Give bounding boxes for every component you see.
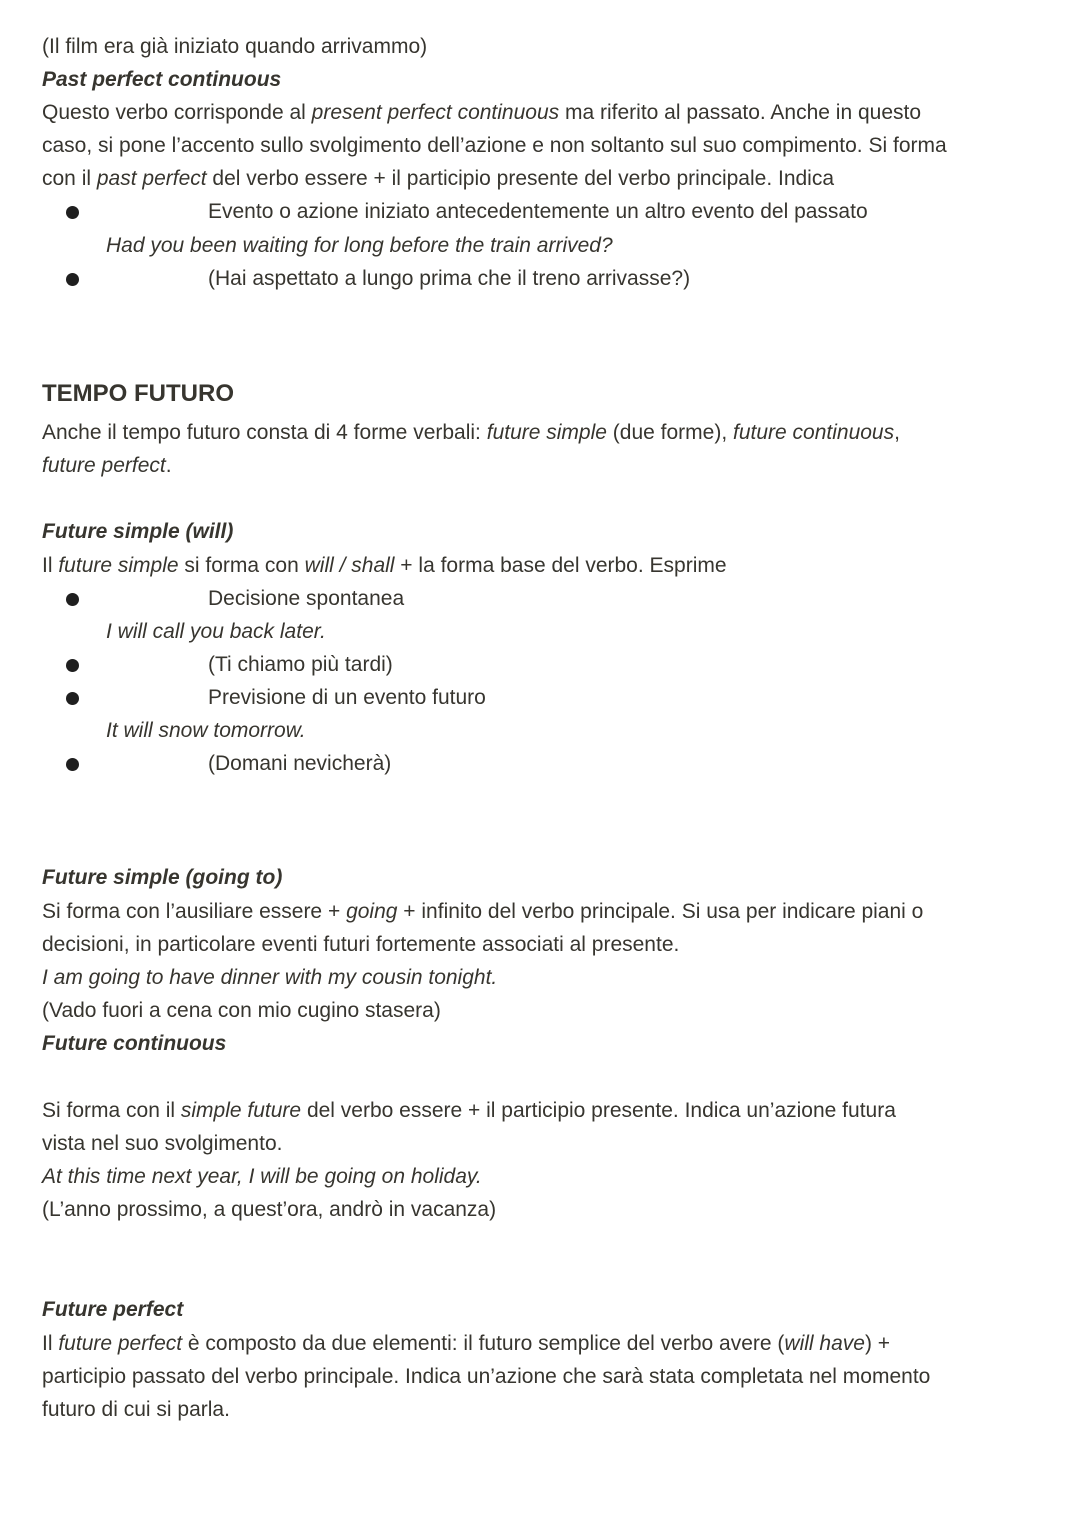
- section-heading-tempo-futuro: TEMPO FUTURO: [42, 380, 234, 407]
- paragraph-line: vista nel suo svolgimento.: [42, 1132, 283, 1155]
- translation-line: (Vado fuori a cena con mio cugino stasera): [42, 999, 441, 1022]
- text-span: con il: [42, 167, 97, 190]
- italic-term: will have: [784, 1332, 865, 1355]
- list-item: Evento o azione iniziato antecedentemente un altro evento del passato: [208, 200, 868, 223]
- section-heading-future-simple-will: Future simple (will): [42, 520, 234, 543]
- paragraph-line: decisioni, in particolare eventi futuri fortemente associati al presente.: [42, 933, 680, 956]
- paragraph-line: [42, 416, 1052, 449]
- text-span: Si forma con il: [42, 1099, 181, 1122]
- text-span: ) +: [864, 1332, 891, 1355]
- paragraph-line: [42, 96, 1052, 129]
- text-span: si forma con: [178, 554, 305, 577]
- paragraph-line: participio passato del verbo principale. Indica un’azione che sarà stata completata nel momento: [42, 1365, 931, 1388]
- italic-term: simple future: [180, 1099, 302, 1122]
- italic-term: future simple: [58, 554, 179, 577]
- bullet-icon: [66, 758, 79, 771]
- section-heading-future-continuous: Future continuous: [42, 1032, 227, 1055]
- text-span: Anche il tempo futuro consta di 4 forme verbali:: [42, 421, 487, 444]
- section-heading-past-perfect-continuous: Past perfect continuous: [42, 68, 282, 91]
- text-span: è composto da due elementi: il futuro semplice del verbo avere (: [182, 1332, 785, 1355]
- text-span: del verbo essere + il participio presente. Indica un’azione futura: [301, 1099, 896, 1122]
- translation-line: (L’anno prossimo, a quest’ora, andrò in vacanza): [42, 1198, 497, 1221]
- list-item: (Domani nevicherà): [208, 752, 392, 775]
- italic-term: going: [346, 900, 398, 923]
- bullet-icon: [66, 692, 79, 705]
- text-span: + la forma base del verbo. Esprime: [394, 554, 727, 577]
- italic-term: present perfect continuous: [311, 101, 560, 124]
- example-sentence: It will snow tomorrow.: [106, 719, 306, 742]
- text-span: Questo verbo corrisponde al: [42, 101, 312, 124]
- text-span: ,: [894, 421, 900, 444]
- bullet-icon: [66, 206, 79, 219]
- text-span: (due forme),: [606, 421, 733, 444]
- section-heading-future-perfect: Future perfect: [42, 1298, 184, 1321]
- bullet-icon: [66, 659, 79, 672]
- bullet-icon: [66, 593, 79, 606]
- text-span: del verbo essere + il participio presente del verbo principale. Indica: [206, 167, 835, 190]
- paragraph-line: [42, 549, 1052, 582]
- list-item: Decisione spontanea: [208, 587, 405, 610]
- example-sentence: I will call you back later.: [106, 620, 326, 643]
- list-item: Previsione di un evento futuro: [208, 686, 486, 709]
- list-item: (Ti chiamo più tardi): [208, 653, 393, 676]
- text-span: .: [165, 454, 172, 477]
- list-item: (Hai aspettato a lungo prima che il treno arrivasse?): [208, 267, 691, 290]
- example-sentence: Had you been waiting for long before the train arrived?: [106, 234, 613, 257]
- paragraph-line: [42, 449, 1052, 482]
- example-sentence: At this time next year, I will be going on holiday.: [42, 1165, 482, 1188]
- italic-term: future perfect: [42, 454, 166, 477]
- paragraph-line: [42, 1094, 1052, 1127]
- bullet-icon: [66, 273, 79, 286]
- italic-term: past perfect: [96, 167, 207, 190]
- text-line: (Il film era già iniziato quando arrivammo): [42, 35, 428, 58]
- paragraph-line: [42, 895, 1052, 928]
- example-sentence: I am going to have dinner with my cousin tonight.: [42, 966, 498, 989]
- text-span: Si forma con l’ausiliare essere +: [42, 900, 347, 923]
- paragraph-line: futuro di cui si parla.: [42, 1398, 230, 1421]
- italic-term: will / shall: [304, 554, 395, 577]
- paragraph-line: [42, 162, 1052, 195]
- text-span: Il: [42, 554, 59, 577]
- italic-term: future continuous: [733, 421, 895, 444]
- italic-term: future perfect: [58, 1332, 183, 1355]
- text-span: + infinito del verbo principale. Si usa per indicare piani o: [397, 900, 924, 923]
- text-span: ma riferito al passato. Anche in questo: [559, 101, 922, 124]
- paragraph-line: caso, si pone l’accento sullo svolgimento dell’azione e non soltanto sul suo compimento. Si forma: [42, 134, 947, 157]
- italic-term: future simple: [486, 421, 607, 444]
- paragraph-line: [42, 1327, 1052, 1360]
- section-heading-future-simple-going-to: Future simple (going to): [42, 866, 283, 889]
- text-span: Il: [42, 1332, 59, 1355]
